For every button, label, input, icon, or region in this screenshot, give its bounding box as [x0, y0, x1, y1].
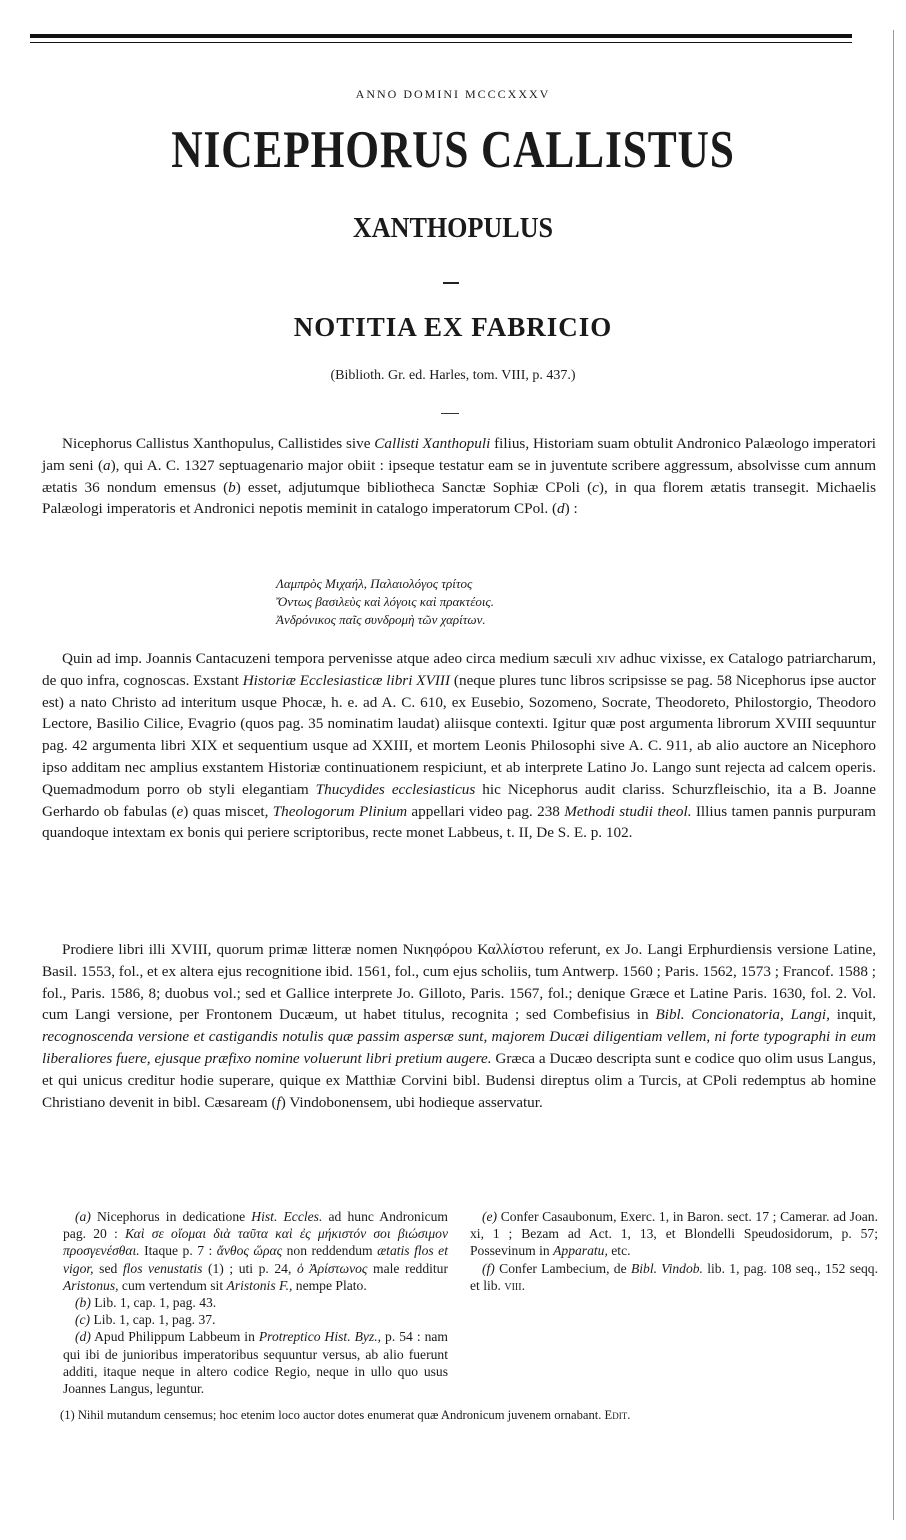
editor-note: (1) Nihil mutandum censemus; hoc etenim loco auctor dotes enumerat quæ Andronicum juvenem ornabant. Edit.: [60, 1408, 631, 1422]
editor-signature: Edit.: [604, 1408, 631, 1422]
paragraph-3: Prodiere libri illi XVIII, quorum primæ litteræ nomen Νικηφόρου Καλλίστου referunt, ex Jo. Langi Erphurdiensis versione Latine, Basil. 1553, fol., et ex altera ejus recognitione ibid. 1561, fol., cum ejus scholiis, tum Antwerp. 1560 ; Paris. 1562, 1573 ; Francof. 1588 ; fol., Paris. 1586, 8; duobus vol.; sed et Gallice interprete Jo. Gilloto, Paris. 1567, fol.; denique Græce et Latine Paris. 1630, fol. 2. Vol. cum Langi versione, per Frontonem Ducæum, ut habet titulus, recognita ; sed Combefisius in Bibl. Concionatoria, Langi, inquit, recognoscenda versione et castigandis notulis quæ passim aspersæ sunt, majorem Ducæi diligentiam vellem, ni forte typographi in eum liberaliores fuere, ejusque præfixo nomine voluerunt libri pretium augere. Græca a Ducæo descripta sunt e codice quo olim usus Langus, et qui unicus creditur hodie superare, quique ex Matthiæ Corvini bibl. Budensi direptus olim a Turcis, at CPoli redemptus ab homine Christiano devenit in bibl. Cæsaream (f) Vindobonensem, ubi hodieque asservatur.: [42, 941, 877, 1111]
separator-dash: [443, 282, 459, 284]
page-edge-line: [893, 30, 894, 1520]
footnotes-right-column: [470, 1208, 878, 1294]
year-heading: ANNO DOMINI MCCCXXXV: [355, 87, 551, 101]
footnote-e: (e) Confer Casaubonum, Exerc. 1, in Baron. sect. 17 ; Camerar. ad Joan. xi, 1 ; Bezam ad Act. 1, 13, et Blondelli Speudosidorum, p. 57; Possevinum in Apparatu, etc.: [470, 1209, 878, 1259]
header-rule-thin: [30, 42, 852, 43]
header-rule-thick: [30, 34, 852, 38]
footnote-a: (a) Nicephorus in dedicatione Hist. Eccles. ad hunc Andronicum pag. 20 : Καὶ σε οἴομαι διὰ ταῦτα καὶ ἐς μήκιστόν σοι βιώσιμον προσγενέσθαι. Itaque p. 7 : ἄνθος ὥρας non reddendum ætatis flos et vigor, sed flos venustatis (1) ; uti p. 24, ὁ Ἀρίστωνος male redditur Aristonus, cum vertendum sit Aristonis F., nempe Plato.: [63, 1209, 449, 1293]
footnote-b: (b) Lib. 1, cap. 1, pag. 43.: [75, 1295, 217, 1311]
section-heading: NOTITIA EX FABRICIO: [293, 312, 613, 342]
verse-line: Ὄντως βασιλεὺς καὶ λόγοις καὶ πρακτέοις.: [276, 594, 494, 609]
footnote-d: (d) Apud Philippum Labbeum in Protreptico Hist. Byz., p. 54 : nam qui ibi de junioribus imperatoribus sequuntur versus, ab alio fuerunt additi, itaque neque in altero codice Regio, neque in ullo quo usus Joannes Langus, leguntur.: [63, 1329, 448, 1397]
footnotes-left-column: [63, 1208, 448, 1397]
separator-dash-small: [441, 413, 459, 414]
source-citation: (Biblioth. Gr. ed. Harles, tom. VIII, p. 437.): [330, 368, 576, 383]
page-title: NICEPHORUS CALLISTUS: [171, 121, 735, 179]
footnote-c: (c) Lib. 1, cap. 1, pag. 37.: [75, 1312, 216, 1328]
page-subtitle: XANTHOPULUS: [352, 212, 554, 244]
paragraph-2: Quin ad imp. Joannis Cantacuzeni tempora pervenisse atque adeo circa medium sæculi xiv adhuc vixisse, ex Catalogo patriarcharum, de quo infra, cognoscas. Exstant Historiæ Ecclesiasticæ libri XVIII (neque plures tunc libros scripsisse se pag. 58 Nicephorus ipse auctor est) a nato Christo ad interitum usque Phocæ, h. e. ad A. C. 610, ex Eusebio, Sozomeno, Socrate, Theodoreto, Philostorgio, Theodoro Lectore, Basilio Cilice, Evagrio (quos pag. 35 nominatim laudat) aliisque contexti. Igitur quæ post argumenta librorum XVIII sequuntur pag. 42 argumenta libri XIX et sequentium usque ad XXIII, et mortem Leonis Philosophi sive A. C. 911, ab alio auctore an Nicephoro ipso additam nec amplius exstantem Historiæ continuationem respiciunt, et ab interprete Latino Jo. Lango sunt rejecta ad calcem operis. Quemadmodum porro ob styli elegantiam Thucydides ecclesiasticus hic Nicephorus audit clariss. Schurzfleischio, ita a B. Joanne Gerhardo ob fabulas (e) quas miscet, Theologorum Plinium appellari video pag. 238 Methodi studii theol. Illius tamen pannis purpuram quandoque intextam ex bonis qui periere scriptoribus, recte monet Labbeus, t. II, De S. E. p. 102.: [42, 650, 876, 842]
footnote-f: (f) Confer Lambecium, de Bibl. Vindob. lib. 1, pag. 108 seq., 152 seqq. et lib. viii.: [470, 1260, 879, 1293]
paragraph-1: Nicephorus Callistus Xanthopulus, Callistides sive Callisti Xanthopuli filius, Historiam suam obtulit Andronico Palæologo imperatori jam seni (a), qui A. C. 1327 septuagenario major obiit : ipseque testatur eam se in juventute scribere aggressum, absolvisse cum annum ætatis 36 nondum emensus (b) esset, adjutumque bibliotheca Sanctæ Sophiæ CPoli (c), in qua florem ætatis transegit. Michaelis Palæologi imperatoris et Andronici nepotis meminit in catalogo imperatorum CPol. (d) :: [42, 435, 877, 518]
verse-line: Ἀνδρόνικος παῖς συνδρομὴ τῶν χαρίτων.: [276, 612, 486, 627]
verse-line: Λαμπρὸς Μιχαήλ, Παλαιολόγος τρίτος: [276, 576, 473, 591]
greek-verse: [276, 575, 494, 629]
